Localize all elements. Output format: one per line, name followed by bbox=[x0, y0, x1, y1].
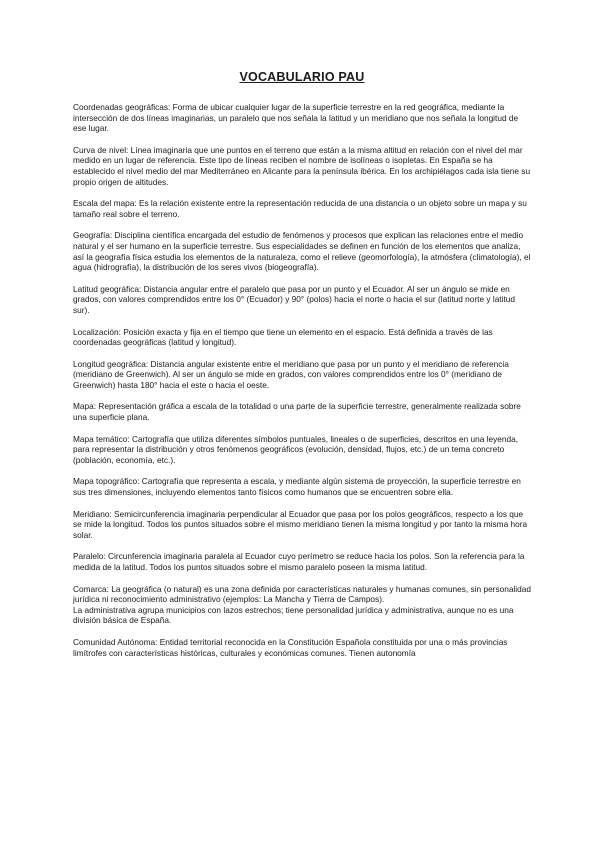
entry-comarca-text: Comarca: La geográfica (o natural) es una zona definida por características naturales y humanas comunes, sin personalidad jurídica ni reconocimiento administrativo (ejemplos: La Mancha y Tierra de Campos). bbox=[73, 583, 531, 605]
document-page bbox=[73, 70, 531, 669]
entry-comarca bbox=[73, 584, 531, 626]
entry-meridiano: Meridiano: Semicircunferencia imaginaria perpendicular al Ecuador que pasa por los polos geográficos, respecto a los que se mide la longitud. Todos los puntos situados sobre el mismo meridiano tienen la misma longitud y por tanto la misma hora solar. bbox=[73, 508, 528, 540]
entry-geografia: Geografía: Disciplina científica encargada del estudio de fenómenos y procesos que explican las relaciones entre el medio natural y el ser humano en la superficie terrestre. Sus especialidades se definen en función de los elementos que analiza, así la geografía física estudia los elementos de la naturaleza, como el relieve (geomorfología), la atmósfera (climatología), el agua (hidrografía), la distribución de los seres vivos (biogeografía). bbox=[73, 230, 531, 273]
entry-escala-del-mapa: Escala del mapa: Es la relación existente entre la representación reducida de una distancia o un objeto sobre un mapa y su tamaño real sobre el terreno. bbox=[73, 198, 527, 219]
entry-paralelo: Paralelo: Circunferencia imaginaria paralela al Ecuador cuyo perímetro se reduce hacia los polos. Son la referencia para la medida de la latitud. Todos los puntos situados sobre el mismo paralelo poseen la misma latitud. bbox=[73, 551, 525, 572]
entry-mapa: Mapa: Representación gráfica a escala de la totalidad o una parte de la superficie terrestre, generalmente realizada sobre una superficie plana. bbox=[73, 401, 521, 423]
entry-localizacion: Localización: Posición exacta y fija en el tiempo que tiene un elemento en el espacio. Está definida a través de las coordenadas geográficas (latitud y longitud). bbox=[73, 326, 493, 348]
entry-comarca-extra: La administrativa agrupa municipios con lazos estrechos; tiene personalidad jurídica y administrativa, aunque no es una división básica de España. bbox=[73, 604, 514, 626]
entry-comunidad-autonoma: Comunidad Autónoma: Entidad territorial reconocida en la Constitución Española constituida por una o más provincias limítrofes con características históricas, culturales y económicas comunes. Tienen autonomía bbox=[73, 636, 508, 658]
entry-mapa-topografico: Mapa topográfico: Cartografía que representa a escala, y mediante algún sistema de proyección, la superficie terrestre en sus tres dimensiones, incluyendo elementos tanto físicos como humanos que se encuentren sobre ella. bbox=[73, 476, 521, 498]
entry-longitud-geografica: Longitud geográfica: Distancia angular existente entre el meridiano que pasa por un punto y el meridiano de referencia (meridiano de Greenwich). Al ser un ángulo se mide en grados, con valores comprendidos entre los 0° (meridiano de Greenwich) hasta 180° hacia el este o hacia el oeste. bbox=[73, 358, 509, 390]
entry-coordenadas-geograficas: Coordenadas geográficas: Forma de ubicar cualquier lugar de la superficie terrestre en la red geográfica, mediante la intersección de dos líneas imaginarias, un paralelo que nos señala la latitud y un meridiano que nos señala la longitud de ese lugar. bbox=[73, 102, 519, 134]
entry-curva-de-nivel: Curva de nivel: Línea imaginaria que une puntos en el terreno que están a la misma altitud en relación con el nivel del mar medido en un lugar de referencia. Este tipo de líneas reciben el nombre de isolíneas o isopletas. En España se ha establecido el nivel medio del mar Mediterráneo en Alicante para la península ibérica. En los archipiélagos cada isla tiene su propio origen de altitudes. bbox=[73, 144, 531, 187]
entry-mapa-tematico: Mapa temático: Cartografía que utiliza diferentes símbolos puntuales, lineales o de superficies, descritos en una leyenda, para representar la distribución y otros fenómenos geográficos (evolución, densidad, flujos, etc.) de un tema concreto (población, economía, etc.). bbox=[73, 433, 519, 465]
document-title: VOCABULARIO PAU bbox=[239, 70, 365, 84]
entry-latitud-geografica: Latitud geográfica: Distancia angular entre el paralelo que pasa por un punto y el Ecuador. Al ser un ángulo se mide en grados, con valores comprendidos entre los 0° (Ecuador) y 90° (polos) hacia el norte o hacia el sur (latitud norte y latitud sur). bbox=[73, 283, 515, 315]
